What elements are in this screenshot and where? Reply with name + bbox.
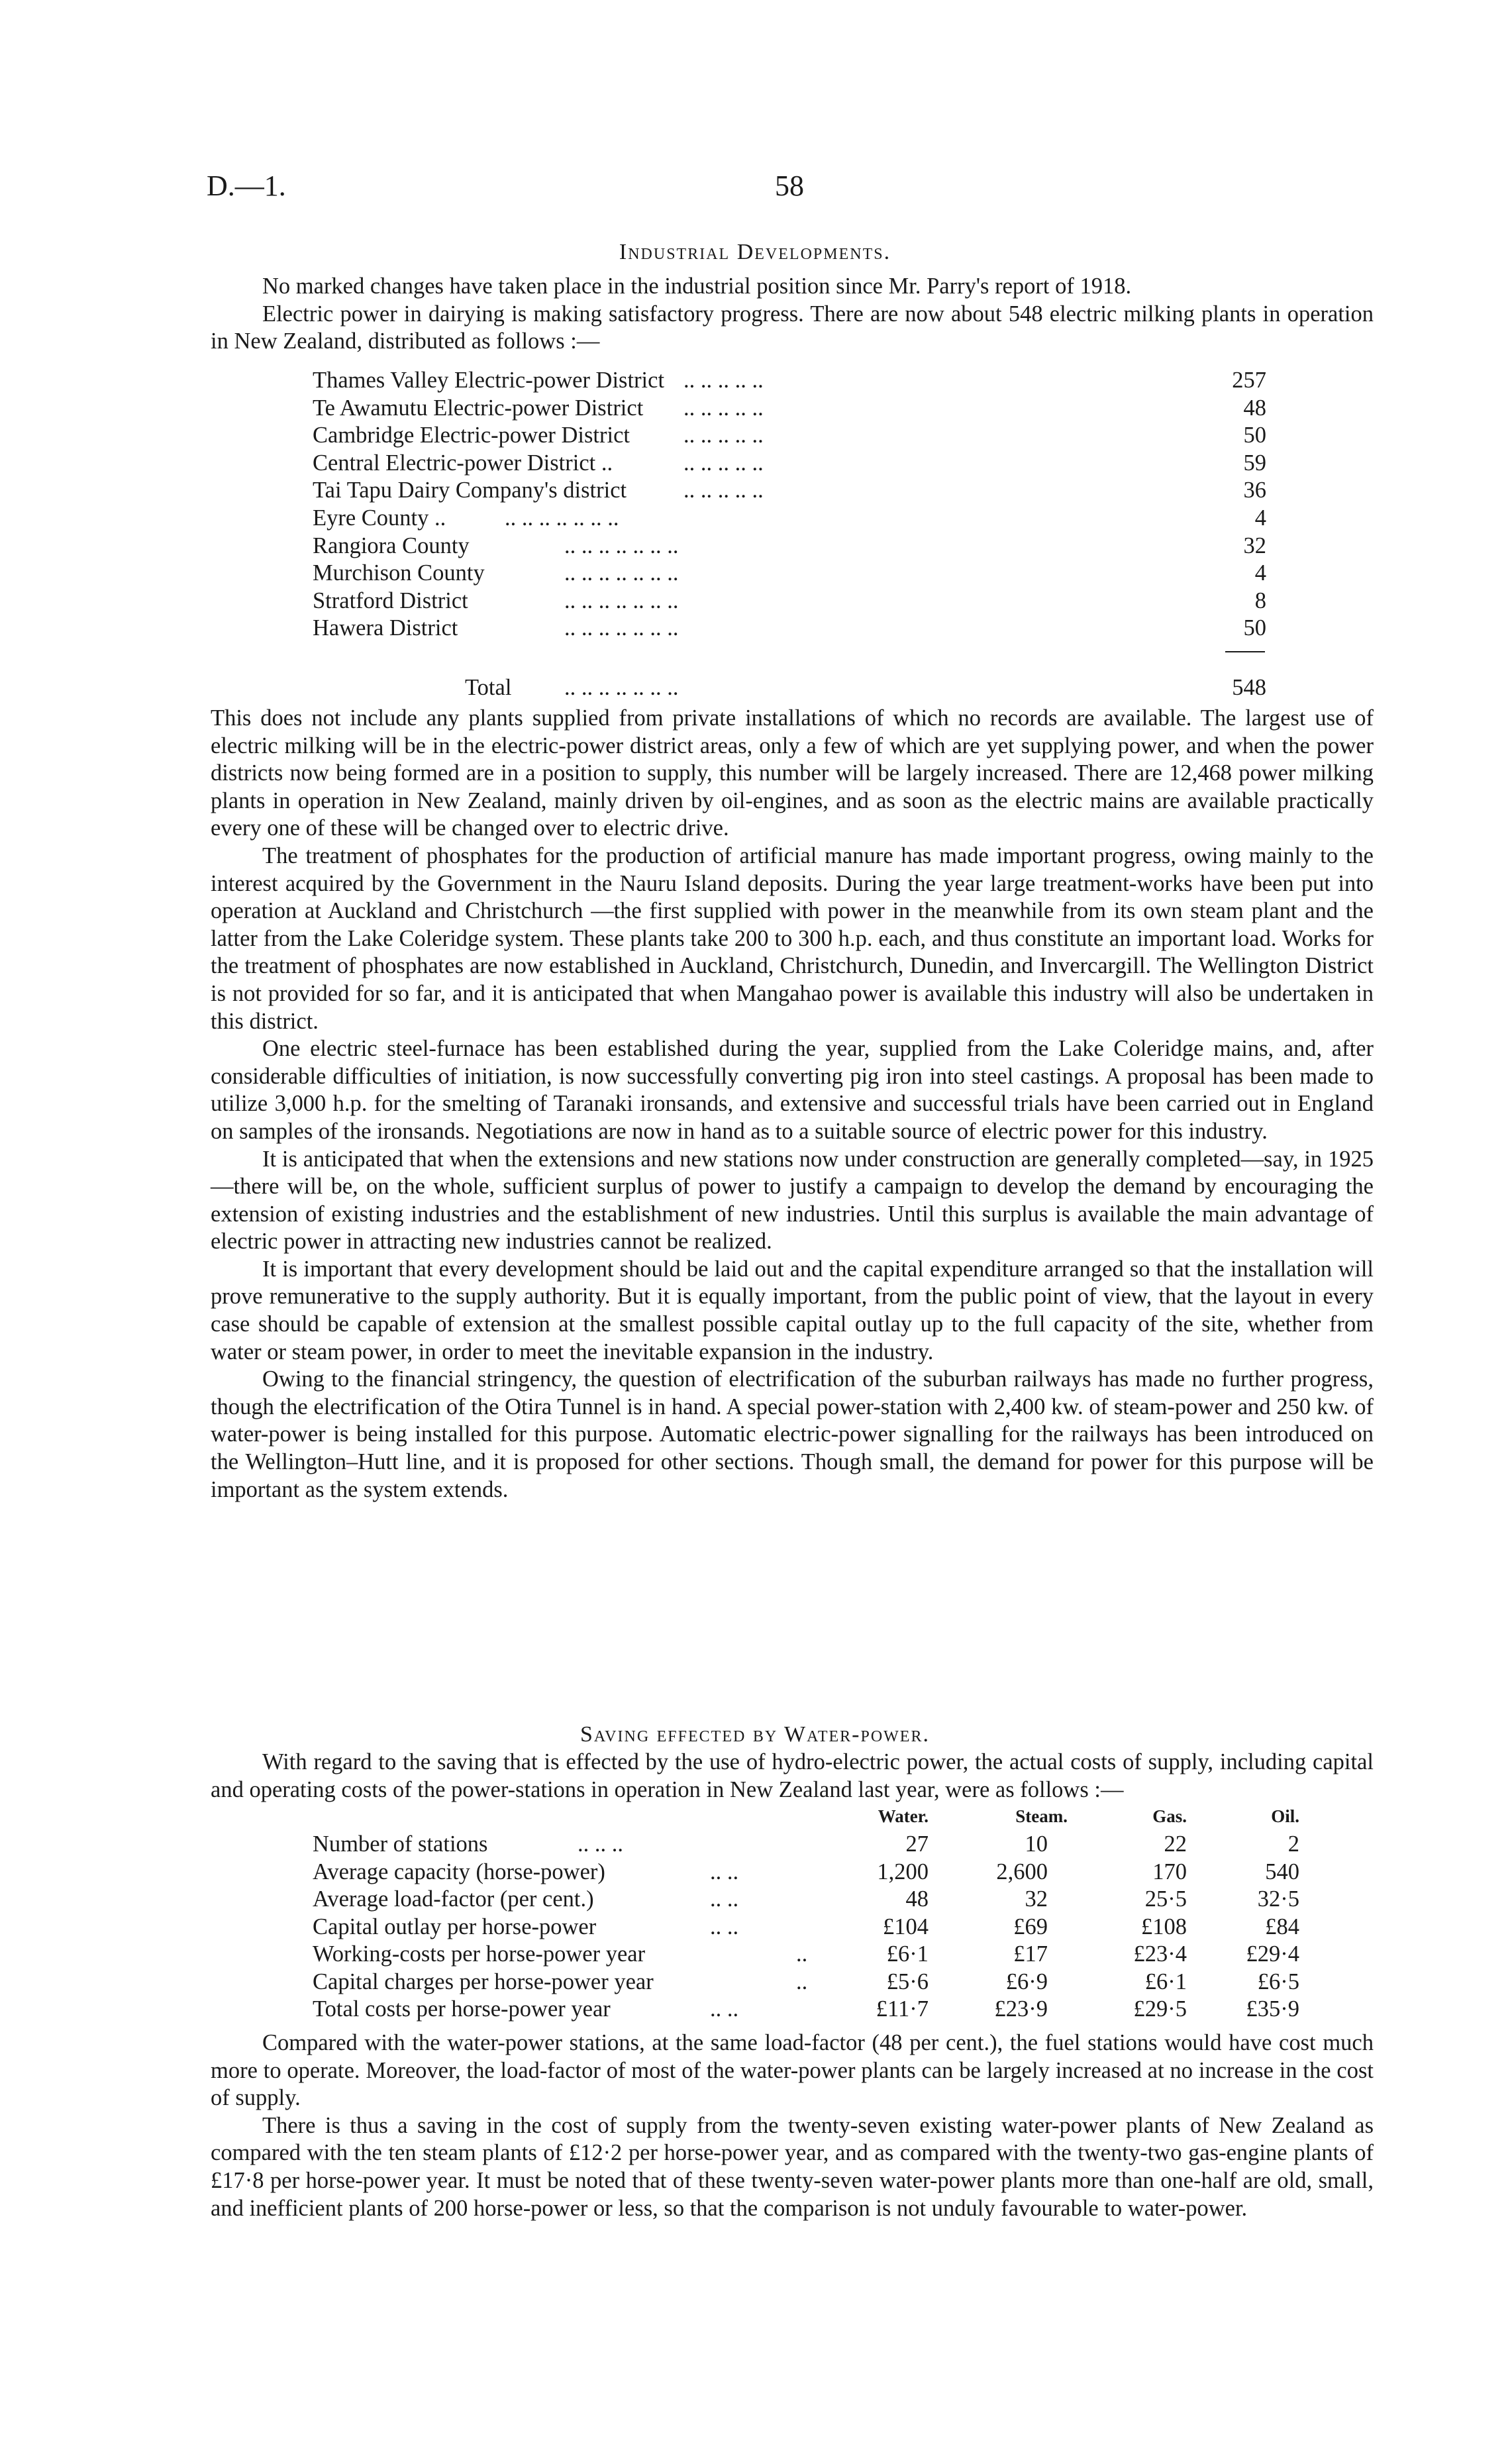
total-row: Total .. .. .. .. .. .. .. 548: [465, 675, 1266, 700]
paragraph: There is thus a saving in the cost of supply from the twenty-seven existing water-power plants of New Zealand as compared with the ten steam plants of £12·2 per horse-power year, and as compared with the twenty-two gas-engine plants of £17·8 per horse-power year. It must be noted that of these twenty-seven water-power plants more than one-half are old, small, and inefficient plants of 200 horse-power or less, so that the comparison is not unduly favourable to water-power.: [211, 2112, 1374, 2221]
district-row: Stratford District .. .. .. .. .. .. .. 8: [313, 588, 1266, 613]
district-row: Murchison County .. .. .. .. .. .. .. 4: [313, 560, 1266, 586]
paragraph: This does not include any plants supplied from private installations of which no records are available. The largest use of electric milking will be in the electric-power district areas, only a few of which are yet supplying power, and when the power districts now being formed are in a position to supply, this number will be largely increased. There are 12,468 power milking plants in operation in New Zealand, mainly driven by oil-engines, and as soon as the electric mains are available practically every one of these will be changed over to electric drive.: [211, 705, 1374, 841]
district-total: [313, 674, 1266, 702]
column-header: Steam.: [1015, 1806, 1068, 1826]
table-row: Total costs per horse-power year .. .. £11·7 £23·9 £29·5 £35·9: [313, 1996, 1299, 2022]
intro-paragraph-2: Electric power in dairying is making satisfactory progress. There are now about 548 electric milking plants in operation in New Zealand, distributed as follows :—: [211, 301, 1374, 354]
district-row: Central Electric-power District .. .. .. .. .. .. 59: [313, 450, 1266, 476]
paragraph: It is anticipated that when the extensions and new stations now under construction are generally completed—say, in 1925—there will be, on the whole, sufficient surplus of power to justify a campaign to develop the demand by encouraging the extension of existing industries and the establishment of new industries. Until this surplus is available the main advantage of electric power in attracting new industries cannot be realized.: [211, 1146, 1374, 1255]
paragraph: It is important that every development should be laid out and the capital expenditure arranged so that the installation will prove remunerative to the supply authority. But it is equally important, from the public point of view, that the layout in every case should be capable of extension at the smallest possible capital outlay up to the full capacity of the site, whether from water or steam power, in order to meet the inevitable expansion in the industry.: [211, 1256, 1374, 1364]
table-row: Working-costs per horse-power year .. £6·1 £17 £23·4 £29·4: [313, 1941, 1299, 1967]
district-row: Cambridge Electric-power District .. .. .. .. .. 50: [313, 423, 1266, 448]
intro-paragraphs: [211, 273, 1374, 356]
paragraph: The treatment of phosphates for the production of artificial manure has made important progress, owing mainly to the interest acquired by the Government in the Nauru Island deposits. During the year large treatment-works have been put into operation at Auckland and Christchurch —the first supplied with power in the meanwhile from its own steam plant and the latter from the Lake Coleridge system. These plants take 200 to 300 h.p. each, and thus constitute an important load. Works for the treatment of phosphates are now established in Auckland, Christchurch, Dunedin, and Invercargill. The Wellington District is not provided for so far, and it is anticipated that when Mangahao power is available this industry will also be undertaken in this district.: [211, 843, 1374, 1034]
table-row: Capital charges per horse-power year .. £5·6 £6·9 £6·1 £6·5: [313, 1969, 1299, 1994]
section1-body: [211, 705, 1374, 1504]
section-heading-saving: Saving effected by Water-power.: [580, 1722, 930, 1747]
table-row: Number of stations .. .. .. 27 10 22 2: [313, 1831, 1299, 1857]
paragraph: Owing to the financial stringency, the question of electrification of the suburban railways has made no further progress, though the electrification of the Otira Tunnel is in hand. A special power-station with 2,400 kw. of steam-power and 250 kw. of water-power is being installed for this purpose. Automatic electric-power signalling for the railways has been introduced on the Wellington–Hutt line, and it is proposed for other sections. Though small, the demand for power for this purpose will be important as the system extends.: [211, 1366, 1374, 1502]
document-id: D.—1.: [207, 170, 286, 202]
cost-table: [313, 1803, 1306, 1831]
total-rule: [1225, 651, 1265, 652]
district-row: Rangiora County .. .. .. .. .. .. .. 32: [313, 533, 1266, 558]
district-row: Tai Tapu Dairy Company's district .. .. .. .. .. 36: [313, 478, 1266, 503]
page-number: 58: [775, 170, 804, 202]
column-header: Oil.: [1271, 1806, 1299, 1826]
paragraph: Compared with the water-power stations, at the same load-factor (48 per cent.), the fuel stations would have cost much more to operate. Moreover, the load-factor of most of the water-power plants can be largely increased at no increase in the cost of supply.: [211, 2030, 1374, 2111]
table-row: Average load-factor (per cent.) .. .. 48 32 25·5 32·5: [313, 1886, 1299, 1912]
district-list: [313, 367, 1266, 642]
paragraph: With regard to the saving that is effected by the use of hydro-electric power, the actual costs of supply, including capital and operating costs of the power-stations in operation in New Zealand last year, were as follows :—: [211, 1749, 1374, 1802]
table-row: Capital outlay per horse-power .. .. £104 £69 £108 £84: [313, 1914, 1299, 1939]
district-row: Thames Valley Electric-power District .. .. .. .. .. 257: [313, 368, 1266, 393]
section2-intro: [211, 1749, 1374, 1804]
column-header: Gas.: [1152, 1806, 1187, 1826]
table-header-row: [313, 1803, 1306, 1831]
table-row: Average capacity (horse-power) .. .. 1,200 2,600 170 540: [313, 1859, 1299, 1884]
section-heading-industrial: Industrial Developments.: [619, 240, 891, 264]
section2-body: [211, 2029, 1374, 2222]
district-row: Hawera District .. .. .. .. .. .. .. 50: [313, 615, 1266, 641]
cost-table-body: [313, 1831, 1306, 2024]
column-header: Water.: [878, 1806, 929, 1826]
intro-paragraph: No marked changes have taken place in the industrial position since Mr. Parry's report of 1918.: [262, 274, 1132, 299]
paragraph: One electric steel-furnace has been established during the year, supplied from the Lake Coleridge mains, and, after considerable difficulties of initiation, is now successfully converting pig iron into steel castings. A proposal has been made to utilize 3,000 h.p. for the smelting of Taranaki ironsands, and extensive and successful trials have been carried out in England on samples of the ironsands. Negotiations are now in hand as to a suitable source of electric power for this industry.: [211, 1036, 1374, 1144]
district-row: Eyre County .. .. .. .. .. .. .. .. 4: [313, 505, 1266, 531]
district-row: Te Awamutu Electric-power District .. .. .. .. .. 48: [313, 395, 1266, 421]
